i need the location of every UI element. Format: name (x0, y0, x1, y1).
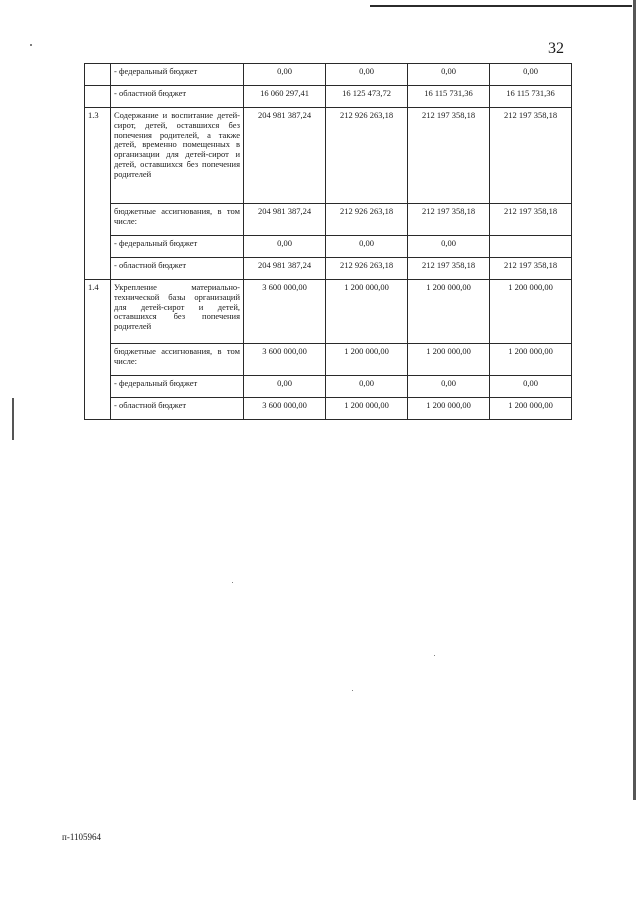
value-cell: 212 197 358,18 (408, 204, 490, 236)
page-number: 32 (548, 40, 564, 57)
scan-speck (434, 655, 435, 656)
value-cell: 0,00 (326, 236, 408, 258)
scan-speck (30, 44, 32, 46)
table-row (85, 64, 572, 86)
value-cell: 0,00 (244, 236, 326, 258)
value-cell: 1 200 000,00 (326, 398, 408, 420)
section-number: 1.3 (85, 108, 111, 280)
section-title: Укрепление материально-технической базы организаций для детей-сирот и детей, оставшихся без попечения родителей (111, 280, 244, 344)
value-cell: 0,00 (326, 64, 408, 86)
value-cell: 1 200 000,00 (326, 280, 408, 344)
table-row (85, 398, 572, 420)
value-cell: 0,00 (490, 376, 572, 398)
row-label: - федеральный бюджет (111, 376, 244, 398)
row-label: бюджетные ассигнования, в том числе: (111, 204, 244, 236)
table-row (85, 108, 572, 204)
value-cell: 0,00 (408, 64, 490, 86)
value-cell: 212 197 358,18 (408, 108, 490, 204)
value-cell (490, 236, 572, 258)
row-label: - федеральный бюджет (111, 236, 244, 258)
value-cell: 0,00 (244, 376, 326, 398)
value-cell: 0,00 (244, 64, 326, 86)
row-label: - федеральный бюджет (111, 64, 244, 86)
value-cell: 204 981 387,24 (244, 204, 326, 236)
row-label: - областной бюджет (111, 258, 244, 280)
scan-top-rule (370, 5, 632, 7)
table-row (85, 280, 572, 344)
value-cell: 16 060 297,41 (244, 86, 326, 108)
section-number: 1.4 (85, 280, 111, 420)
row-label: - областной бюджет (111, 86, 244, 108)
value-cell: 3 600 000,00 (244, 344, 326, 376)
row-label: бюджетные ассигнования, в том числе: (111, 344, 244, 376)
value-cell: 16 115 731,36 (490, 86, 572, 108)
value-cell: 1 200 000,00 (408, 344, 490, 376)
value-cell: 212 926 263,18 (326, 258, 408, 280)
value-cell: 1 200 000,00 (326, 344, 408, 376)
value-cell: 3 600 000,00 (244, 398, 326, 420)
row-number-cell (85, 86, 111, 108)
value-cell: 212 197 358,18 (408, 258, 490, 280)
value-cell: 3 600 000,00 (244, 280, 326, 344)
value-cell: 1 200 000,00 (490, 280, 572, 344)
document-code: п-1105964 (62, 832, 101, 842)
value-cell: 0,00 (408, 376, 490, 398)
table-row (85, 204, 572, 236)
section-title: Содержание и воспитание детей-сирот, детей, оставшихся без попечения родителей, а также детей, временно помещенных в организации для детей-сирот и детей, оставшихся без попечения родителей (111, 108, 244, 204)
table-row (85, 258, 572, 280)
row-label: - областной бюджет (111, 398, 244, 420)
value-cell: 0,00 (326, 376, 408, 398)
value-cell: 1 200 000,00 (408, 280, 490, 344)
value-cell: 212 926 263,18 (326, 108, 408, 204)
value-cell: 16 125 473,72 (326, 86, 408, 108)
scan-left-mark (12, 398, 14, 440)
scan-right-edge (633, 0, 636, 800)
value-cell: 204 981 387,24 (244, 258, 326, 280)
scan-speck (232, 582, 233, 583)
value-cell: 212 197 358,18 (490, 258, 572, 280)
scan-speck (352, 690, 353, 691)
value-cell: 16 115 731,36 (408, 86, 490, 108)
value-cell: 204 981 387,24 (244, 108, 326, 204)
table-row (85, 236, 572, 258)
value-cell: 1 200 000,00 (408, 398, 490, 420)
value-cell: 212 197 358,18 (490, 108, 572, 204)
budget-table (84, 63, 572, 420)
value-cell: 1 200 000,00 (490, 344, 572, 376)
row-number-cell (85, 64, 111, 86)
value-cell: 0,00 (408, 236, 490, 258)
value-cell: 212 926 263,18 (326, 204, 408, 236)
table-row (85, 344, 572, 376)
value-cell: 1 200 000,00 (490, 398, 572, 420)
table-row (85, 376, 572, 398)
value-cell: 212 197 358,18 (490, 204, 572, 236)
table-row (85, 86, 572, 108)
value-cell: 0,00 (490, 64, 572, 86)
